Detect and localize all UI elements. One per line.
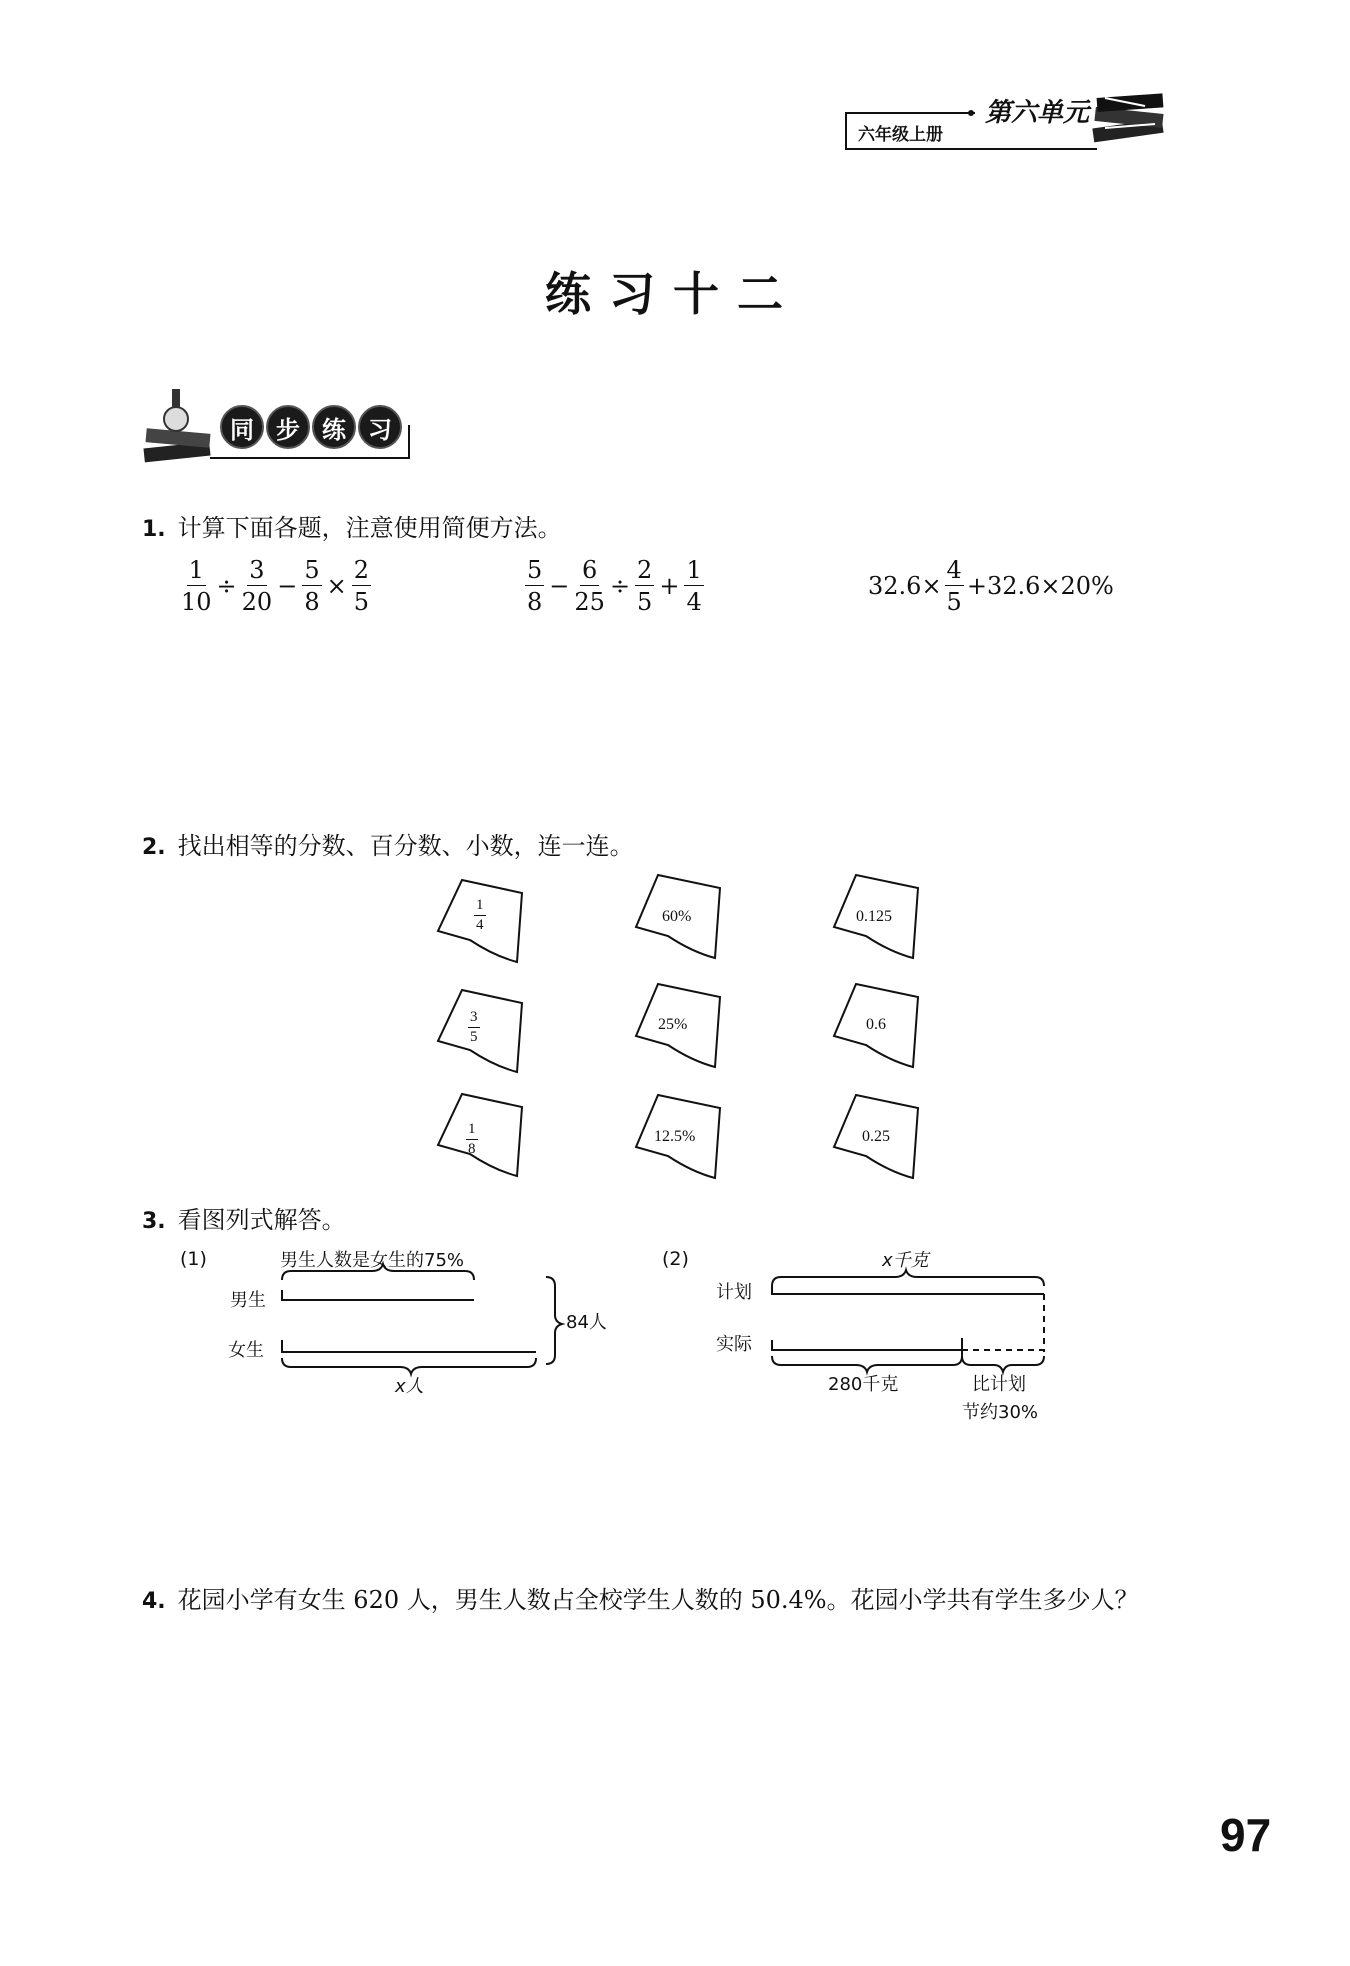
saved-label-1: 比计划 — [972, 1374, 1026, 1395]
question-text: 看图列式解答。 — [177, 1206, 346, 1234]
saved-label-2: 节约30% — [962, 1402, 1039, 1423]
section-badge: 习 — [358, 405, 402, 449]
card-percent[interactable]: 25% — [658, 1016, 688, 1033]
operator: ÷ — [609, 572, 631, 600]
card-fraction[interactable]: $\frac{1}{8}$ — [468, 1121, 476, 1157]
diagram-1-top-label: 男生人数是女生的75% — [280, 1250, 465, 1271]
diagram-label: (2) — [662, 1248, 689, 1270]
brace — [962, 1356, 1044, 1372]
fraction: $\frac{4}{5}$ — [946, 556, 962, 616]
girls-count-label: x人 — [395, 1376, 424, 1397]
question-number: 2. — [142, 835, 166, 860]
expr-suffix: +32.6×20% — [966, 572, 1114, 600]
operator: + — [659, 572, 680, 600]
question-number: 3. — [142, 1209, 166, 1234]
page-number: 97 — [1220, 1809, 1272, 1861]
question-text: 找出相等的分数、百分数、小数，连一连。 — [177, 832, 634, 860]
page-title: 练习十二 — [545, 267, 801, 321]
card-fraction[interactable]: $\frac{3}{5}$ — [470, 1009, 478, 1045]
fraction: $\frac{1}{4}$ — [686, 556, 702, 616]
fraction: $\frac{5}{8}$ — [527, 556, 543, 616]
plan-bar — [772, 1286, 1044, 1294]
operator: − — [277, 572, 298, 600]
section-badge: 同 — [220, 405, 264, 449]
operator: ÷ — [216, 572, 237, 600]
card-decimal[interactable]: 0.125 — [856, 908, 892, 925]
brace — [772, 1270, 1044, 1286]
operator: − — [549, 572, 570, 600]
section-badge: 步 — [266, 405, 310, 449]
question-text: 花园小学有女生 620 人，男生人数占全校学生人数的 50.4%。花园小学共有学生多少人？ — [177, 1586, 1139, 1614]
girls-label: 女生 — [228, 1340, 264, 1361]
question-4 — [142, 1580, 1139, 1615]
plan-label: 计划 — [716, 1282, 752, 1303]
fraction: $\frac{6}{25}$ — [574, 556, 605, 616]
diagram-label: (1) — [180, 1248, 207, 1270]
card-percent[interactable]: 12.5% — [654, 1128, 696, 1145]
actual-label: 实际 — [716, 1334, 752, 1355]
fraction: $\frac{1}{10}$ — [181, 556, 212, 616]
expr-prefix: 32.6× — [868, 572, 942, 600]
fraction: $\frac{5}{8}$ — [304, 556, 320, 616]
total-label: 84人 — [566, 1312, 607, 1333]
unit-title: 第六单元 — [985, 98, 1090, 128]
question-number: 1. — [142, 517, 166, 542]
brace — [772, 1356, 962, 1372]
operator: × — [326, 572, 347, 600]
boys-label: 男生 — [230, 1290, 266, 1311]
used-label: 280千克 — [828, 1374, 899, 1395]
actual-bar — [772, 1340, 962, 1350]
question-text: 计算下面各题，注意使用简便方法。 — [177, 514, 562, 542]
card-percent[interactable]: 60% — [662, 908, 692, 925]
card-decimal[interactable]: 0.25 — [862, 1128, 890, 1145]
question-number: 4. — [142, 1589, 166, 1614]
fraction: $\frac{3}{20}$ — [241, 556, 273, 616]
fraction: $\frac{2}{5}$ — [637, 556, 653, 616]
card-fraction[interactable]: $\frac{1}{4}$ — [476, 897, 484, 933]
diagram-2-top-label: x千克 — [882, 1250, 929, 1271]
grade-label: 六年级上册 — [858, 125, 943, 145]
card-decimal[interactable]: 0.6 — [866, 1016, 886, 1033]
section-badge: 练 — [312, 405, 356, 449]
fraction: $\frac{2}{5}$ — [353, 556, 369, 616]
